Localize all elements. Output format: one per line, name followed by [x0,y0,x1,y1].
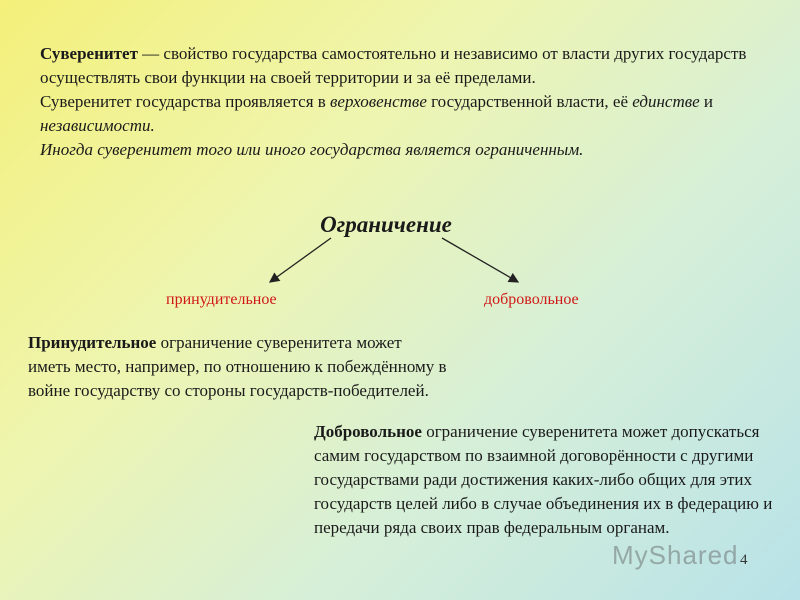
unity-word: единстве [632,92,700,111]
watermark-logo: MyShared [612,540,739,570]
forced-paragraph [28,331,448,403]
page-number: 4 [740,552,748,568]
and-word: и [699,92,714,111]
sovereignty-term: Суверенитет [40,44,138,63]
independence-word: независимости. [40,116,155,135]
voluntary-branch-label: добровольное [484,291,579,308]
voluntary-term: Добровольное [314,422,422,441]
sovereignty-definition: — свойство государства самостоятельно и независимо от власти других государств осуществлять свои функции на своей территории и за её пределами. [40,44,747,87]
manifest-text-middle: государственной власти, её [426,92,633,111]
supremacy-word: верховенстве [330,92,427,111]
left-arrow [270,238,331,282]
diagram-heading: Ограничение [320,212,452,237]
manifest-text: Суверенитет государства проявляется в [40,92,331,111]
voluntary-text: ограничение суверенитета может допускаться самим государством по взаимной договорённости с другими государствами ради достижения каких-либо общих для этих государств целей либо в случае объединения их в федерацию и передачи ряда своих прав федеральным органам. [314,422,773,537]
limited-note: Иногда суверенитет того или иного государства является ограниченным. [40,140,584,159]
forced-branch-label: принудительное [166,291,277,308]
forced-text: ограничение суверенитета может иметь место, например, по отношению к побеждённому в войне государству со стороны государств-победителей. [28,333,447,400]
forced-term: Принудительное [28,333,157,352]
right-arrow [442,238,518,282]
voluntary-paragraph [314,420,774,540]
